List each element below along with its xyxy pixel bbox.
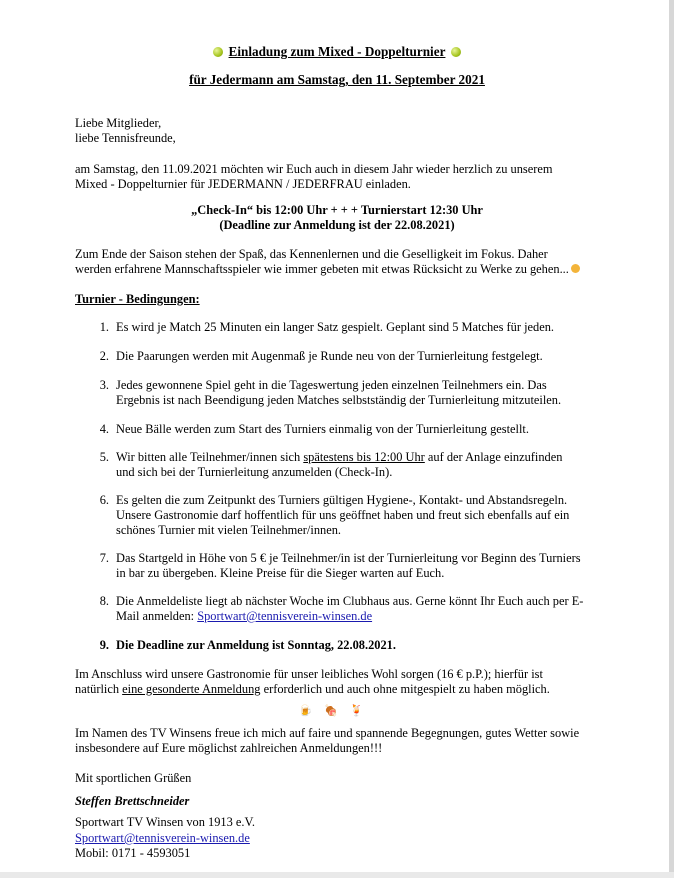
cocktail-icon: 🍹	[349, 705, 376, 717]
list-item-text-part: Mail anmelden:	[116, 609, 198, 623]
email-link[interactable]: Sportwart@tennisverein-winsen.de	[197, 609, 373, 623]
regards: Mit sportlichen Grüßen	[75, 771, 192, 785]
list-item-text	[116, 450, 596, 466]
list-item-text: Neue Bälle werden zum Start des Turniers einmalig von der Turnierleitung gestellt.	[116, 422, 529, 436]
page-edge-right	[669, 0, 674, 878]
schedule-line-1: „Check-In“ bis 12:00 Uhr + + + Turnierstart 12:30 Uhr	[191, 203, 483, 217]
list-item-number: 5.	[99, 450, 109, 464]
list-item-number: 1.	[99, 320, 109, 334]
list-item-text: Die Anmeldeliste liegt ab nächster Woche im Clubhaus aus. Gerne könnt Ihr Euch auch per E-	[116, 594, 584, 608]
list-item-number: 8.	[99, 594, 109, 608]
list-item-number: 9.	[99, 638, 109, 652]
sender-role: Sportwart TV Winsen von 1913 e.V.	[75, 815, 255, 829]
season-line-1: Zum Ende der Saison stehen der Spaß, das Kennenlernen und die Geselligkeit im Fokus. Daher	[75, 247, 548, 261]
gastro-text-part: erforderlich und auch ohne mitgespielt zu haben möglich.	[260, 682, 550, 696]
conditions-heading: Turnier - Bedingungen:	[75, 292, 200, 306]
grill-icon: 🍖	[324, 705, 350, 717]
list-item-text: Das Startgeld in Höhe von 5 € je Teilnehmer/in ist der Turnierleitung vor Beginn des Turniers	[116, 551, 581, 565]
list-item-text: Jedes gewonnene Spiel geht in die Tageswertung jeden einzelnen Teilnehmers ein. Das	[116, 378, 547, 392]
tennis-ball-icon	[451, 47, 461, 57]
list-item-number: 2.	[99, 349, 109, 363]
document-subtitle: für Jedermann am Samstag, den 11. September 2021	[189, 72, 485, 87]
list-item-text-part: auf der Anlage einzufinden	[424, 450, 563, 464]
sender-email	[75, 831, 595, 847]
greeting-line-1: Liebe Mitglieder,	[75, 116, 162, 130]
list-item-text	[116, 609, 596, 625]
closing-line-2: insbesondere auf Eure möglichst zahlreichen Anmeldungen!!!	[75, 741, 383, 755]
greeting-line-2: liebe Tennisfreunde,	[75, 131, 176, 145]
closing-line-1: Im Namen des TV Winsens freue ich mich auf faire und spannende Begegnungen, gutes Wetter sowie	[75, 726, 580, 740]
season-line-2-text: werden erfahrene Mannschaftsspieler wie immer gebeten mit etwas Rücksicht zu Werke zu gehen...	[75, 262, 569, 276]
list-item-text: Es gelten die zum Zeitpunkt des Turniers gültigen Hygiene-, Kontakt- und Abstandsregeln.	[116, 493, 568, 507]
beer-mug-icon: 🍺	[298, 705, 325, 717]
list-item-text: Ergebnis ist nach Beendigung jeden Matches selbstständig der Turnierleitung mitzuteilen.	[116, 393, 562, 407]
list-item-text: Es wird je Match 25 Minuten ein langer Satz gespielt. Geplant sind 5 Matches für jeden.	[116, 320, 555, 334]
document-title	[0, 44, 674, 60]
title-line-1: Einladung zum Mixed - Doppelturnier	[228, 44, 446, 59]
list-item-text: Die Deadline zur Anmeldung ist Sonntag, 22.08.2021.	[116, 638, 396, 652]
list-item-text-part: Wir bitten alle Teilnehmer/innen sich	[116, 450, 304, 464]
season-line-2	[75, 262, 595, 278]
gastro-text-part: natürlich	[75, 682, 123, 696]
list-item-number: 4.	[99, 422, 109, 436]
list-item-text: und sich bei der Turnierleitung anzumelden (Check-In).	[116, 465, 393, 479]
gastro-line-1: Im Anschluss wird unsere Gastronomie für unser leibliches Wohl sorgen (16 € p.P.); hierfür ist	[75, 667, 543, 681]
list-item-text: Die Paarungen werden mit Augenmaß je Runde neu von der Turnierleitung festgelegt.	[116, 349, 543, 363]
list-item-text: schönes Turnier mit vielen Teilnehmer/innen.	[116, 523, 341, 537]
underlined-deadline-time: spätestens bis 12:00 Uhr	[303, 450, 425, 464]
sender-phone: Mobil: 0171 - 4593051	[75, 846, 191, 860]
list-item-number: 7.	[99, 551, 109, 565]
intro-line-2: Mixed - Doppelturnier für JEDERMANN / JEDERFRAU einladen.	[75, 177, 411, 191]
list-item-number: 6.	[99, 493, 109, 507]
winking-face-icon	[571, 264, 580, 273]
intro-line-1: am Samstag, den 11.09.2021 möchten wir Euch auch in diesem Jahr wieder herzlich zu unserem	[75, 162, 553, 176]
food-icons-row	[0, 704, 674, 717]
schedule-line-2: (Deadline zur Anmeldung ist der 22.08.2021)	[219, 218, 455, 232]
list-item-number: 3.	[99, 378, 109, 392]
gastro-line-2	[75, 682, 595, 698]
list-item-text: in bar zu übergeben. Kleine Preise für die Sieger warten auf Euch.	[116, 566, 445, 580]
signature: Steffen Brettschneider	[75, 794, 190, 808]
underlined-registration-note: eine gesonderte Anmeldung	[122, 682, 261, 696]
list-item-text: Unsere Gastronomie darf hoffentlich für uns geöffnet haben und freut sich ebenfalls auf ein	[116, 508, 570, 522]
tennis-ball-icon	[213, 47, 223, 57]
page-edge-bottom	[0, 872, 674, 878]
email-link[interactable]: Sportwart@tennisverein-winsen.de	[75, 831, 250, 845]
